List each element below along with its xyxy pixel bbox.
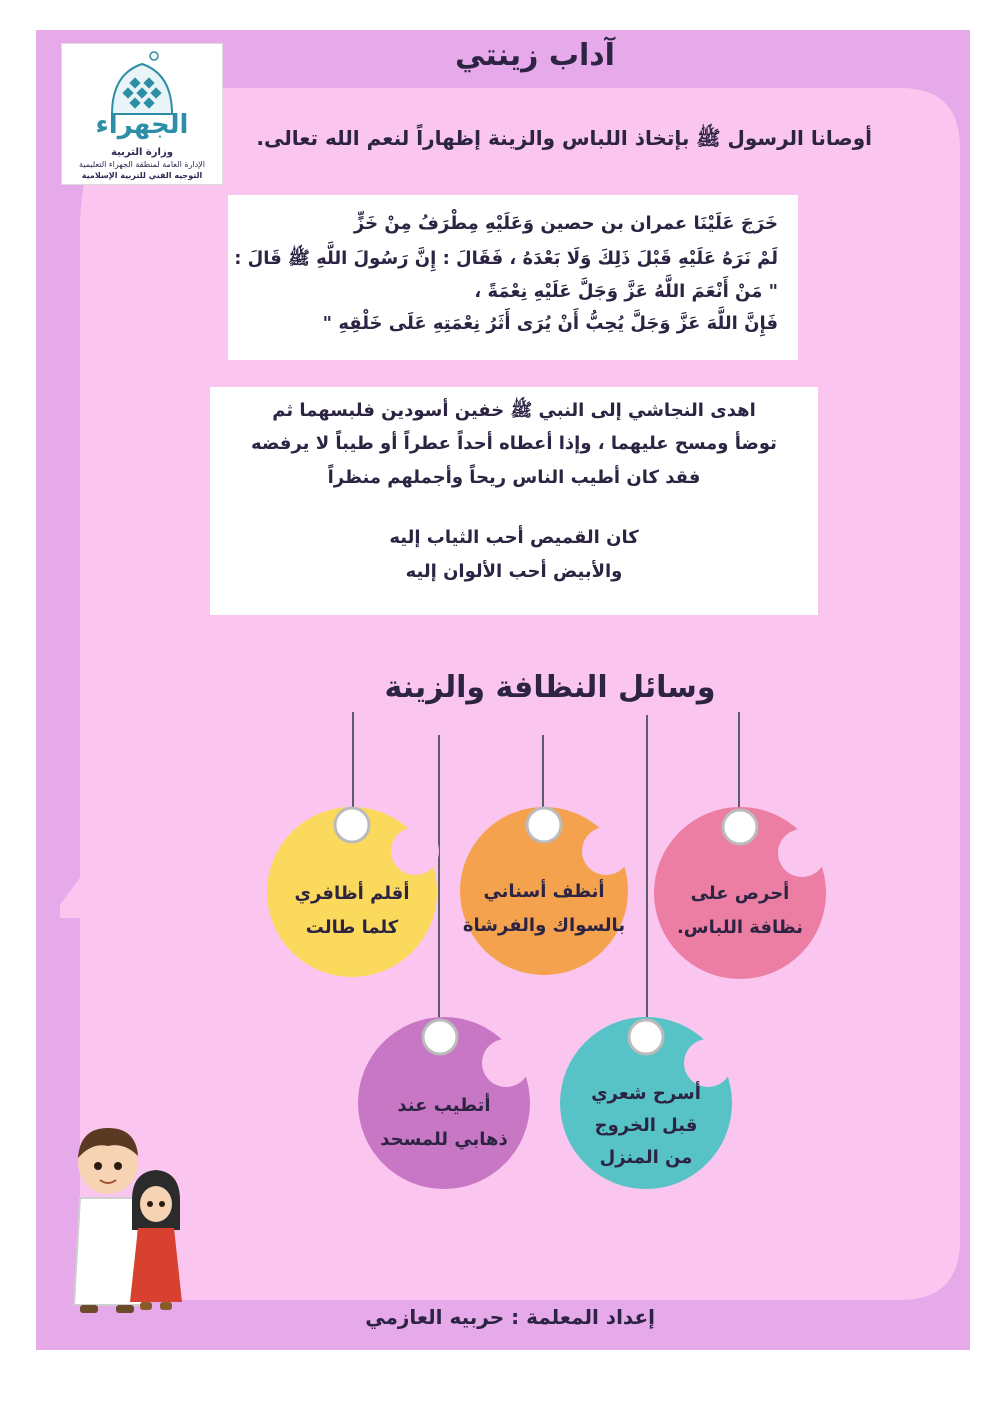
tag-string: [738, 712, 740, 817]
story-box: [210, 387, 818, 615]
tag-string: [646, 715, 648, 1025]
hadith-line: فَإِنَّ اللَّهَ عَزَّ وَجَلَّ يُحِبُّ أَنْ يُرَى أَثَرُ نِعْمَتِهِ عَلَى خَلْقِهِ ": [322, 313, 778, 334]
tag-label: كلما طالت: [305, 917, 399, 938]
footer-credit: إعداد المعلمة : حربيه العازمي: [365, 1305, 655, 1329]
hadith-line: لَمْ نَرَهُ عَلَيْهِ قَبْلَ ذَلِكَ وَلَا بَعْدَهُ ، فَقَالَ : إِنَّ رَسُولَ اللَّهِ ﷺ قَالَ :: [234, 248, 778, 269]
tag-nails: [265, 805, 439, 979]
tag-label: أقلم أظافري: [294, 883, 410, 904]
tag-perfume: [356, 1015, 532, 1191]
section-title: وسائل النظافة والزينة: [384, 670, 716, 705]
tag-label: من المنزل: [599, 1147, 693, 1168]
story-line: فقد كان أطيب الناس ريحاً وأجملهم منظراً: [327, 467, 701, 488]
tag-teeth: [458, 805, 630, 977]
favorite-line: والأبيض أحب الألوان إليه: [405, 561, 623, 582]
tag-label: أحرص على: [690, 883, 790, 904]
tag-hair: [558, 1015, 734, 1191]
page-title: آداب زينتي: [455, 38, 615, 73]
logo-brand: الجهراء: [95, 110, 189, 140]
tag-string: [352, 712, 354, 817]
tag-label: نظافة اللباس.: [676, 917, 804, 938]
logo-line2: الإدارة العامة لمنطقة الجهراء التعليمية: [79, 160, 205, 169]
hadith-line: خَرَجَ عَلَيْنَا عمران بن حصين وَعَلَيْهِ مِطْرَفُ مِنْ خَزٍّ: [353, 213, 778, 234]
logo-ministry: وزارة التربية: [111, 147, 173, 158]
ministry-logo: [62, 44, 222, 184]
tag-label: بالسواك والفرشاة: [462, 915, 626, 936]
hadith-line: " مَنْ أَنْعَمَ اللَّهُ عَزَّ وَجَلَّ عَلَيْهِ نِعْمَةً ،: [474, 281, 778, 302]
hadith-box: [228, 195, 798, 360]
logo-line3: التوجيه الفني للتربية الإسلامية: [81, 171, 203, 180]
story-line: توضأ ومسح عليهما ، وإذا أعطاه أحداً عطراً أو طيباً لا يرفضه: [251, 433, 777, 454]
children-illustration: [58, 1120, 198, 1320]
story-line: اهدى النجاشي إلى النبي ﷺ خفين أسودين فلبسهما ثم: [272, 400, 756, 421]
tag-label: أنظف أسناني: [483, 881, 605, 902]
tag-label: أتطيب عند: [397, 1095, 491, 1116]
favorite-line: كان القميص أحب الثياب إليه: [389, 527, 639, 548]
tag-clothing: [652, 805, 828, 981]
tag-label: قبل الخروج: [594, 1115, 698, 1136]
intro-text: أوصانا الرسول ﷺ بإتخاذ اللباس والزينة إظهاراً لنعم الله تعالى.: [256, 126, 872, 150]
tag-label: ذهابي للمسحد: [380, 1129, 508, 1150]
tag-label: أسرح شعري: [591, 1083, 701, 1104]
